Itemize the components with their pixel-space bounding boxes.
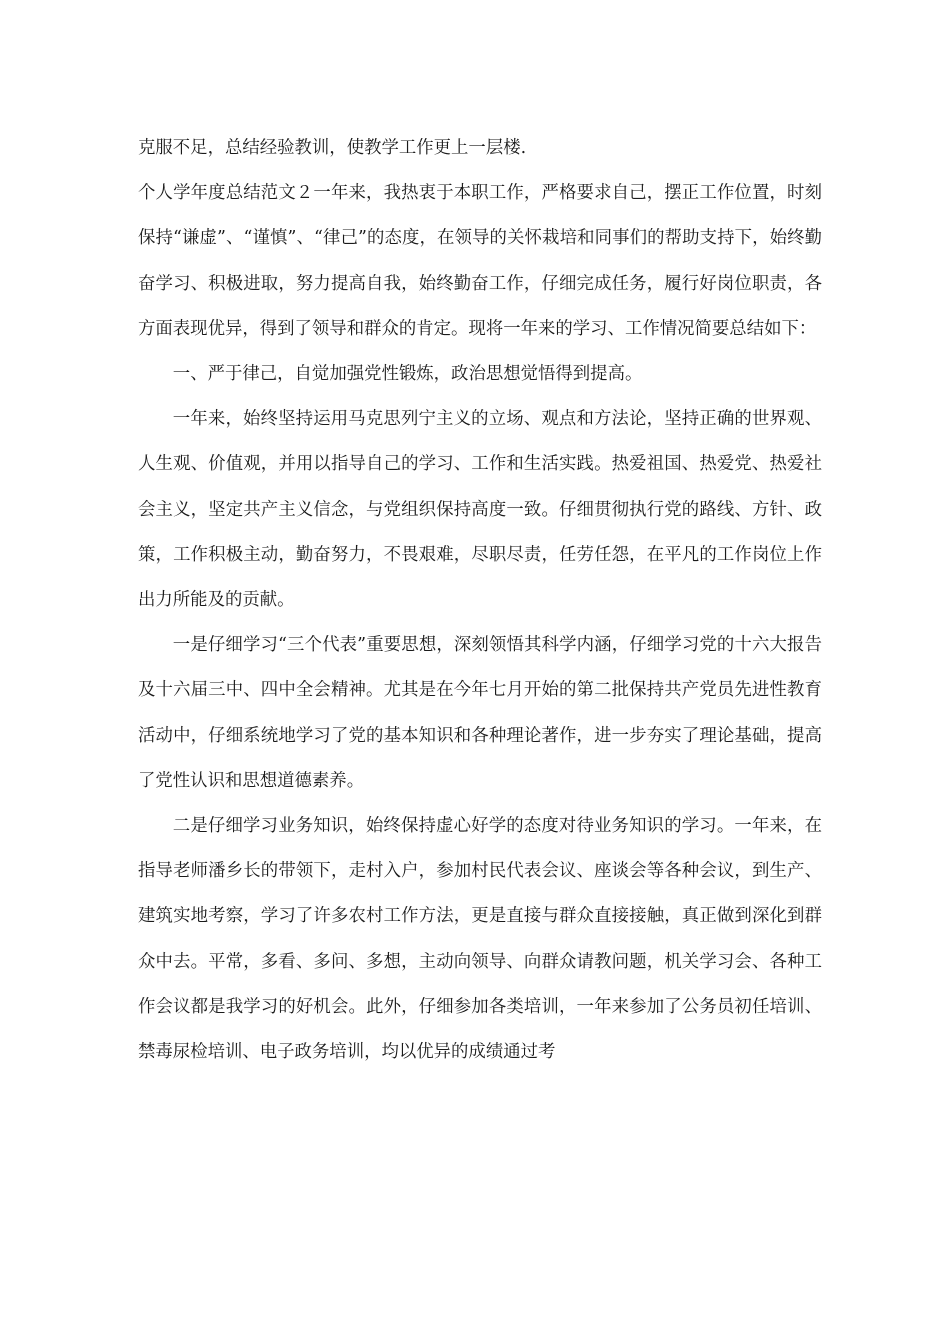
section-heading: 一、严于律己，自觉加强党性锻炼，政治思想觉悟得到提高。 [172, 364, 643, 385]
paragraph-political: 一年来，始终坚持运用马克思列宁主义的立场、观点和方法论，坚持正确的世界观、人生观、价值观，并用以指导自己的学习、工作和生活实践。热爱祖国、热爱党、热爱社会主义，坚定共产主义信念，与党组织保持高度一致。仔细贯彻执行党的路线、方针、政策，工作积极主动，勤奋努力，不畏艰难，尽职尽责，任劳任怨，在平凡的工作岗位上作出力所能及的贡献。 [138, 409, 822, 611]
document-body [138, 126, 822, 1075]
paragraph-continuation: 克服不足，总结经验教训，使教学工作更上一层楼. [138, 138, 527, 158]
paragraph-business-study: 二是仔细学习业务知识，始终保持虚心好学的态度对待业务知识的学习。一年来，在指导老师潘乡长的带领下，走村入户，参加村民代表会议、座谈会等各种会议，到生产、建筑实地考察，学习了许多农村工作方法，更是直接与群众直接接触，真正做到深化到群众中去。平常，多看、多问、多想，主动向领导、向群众请教问题，机关学习会、各种工作会议都是我学习的好机会。此外，仔细参加各类培训，一年来参加了公务员初任培训、禁毒尿检培训、电子政务培训，均以优异的成绩通过考 [138, 816, 822, 1063]
paragraph-theory-study: 一是仔细学习“三个代表”重要思想，深刻领悟其科学内涵，仔细学习党的十六大报告及十六届三中、四中全会精神。尤其是在今年七月开始的第二批保持共产党员先进性教育活动中，仔细系统地学习了党的基本知识和各种理论著作，进一步夯实了理论基础，提高了党性认识和思想道德素养。 [138, 635, 822, 791]
paragraph-intro: 个人学年度总结范文２一年来，我热衷于本职工作，严格要求自己，摆正工作位置，时刻保持“谦虚”、“谨慎”、“律己”的态度，在领导的关怀栽培和同事们的帮助支持下，始终勤奋学习、积极进取，努力提高自我，始终勤奋工作，仔细完成任务，履行好岗位职责，各方面表现优异，得到了领导和群众的肯定。现将一年来的学习、工作情况简要总结如下： [138, 183, 822, 339]
